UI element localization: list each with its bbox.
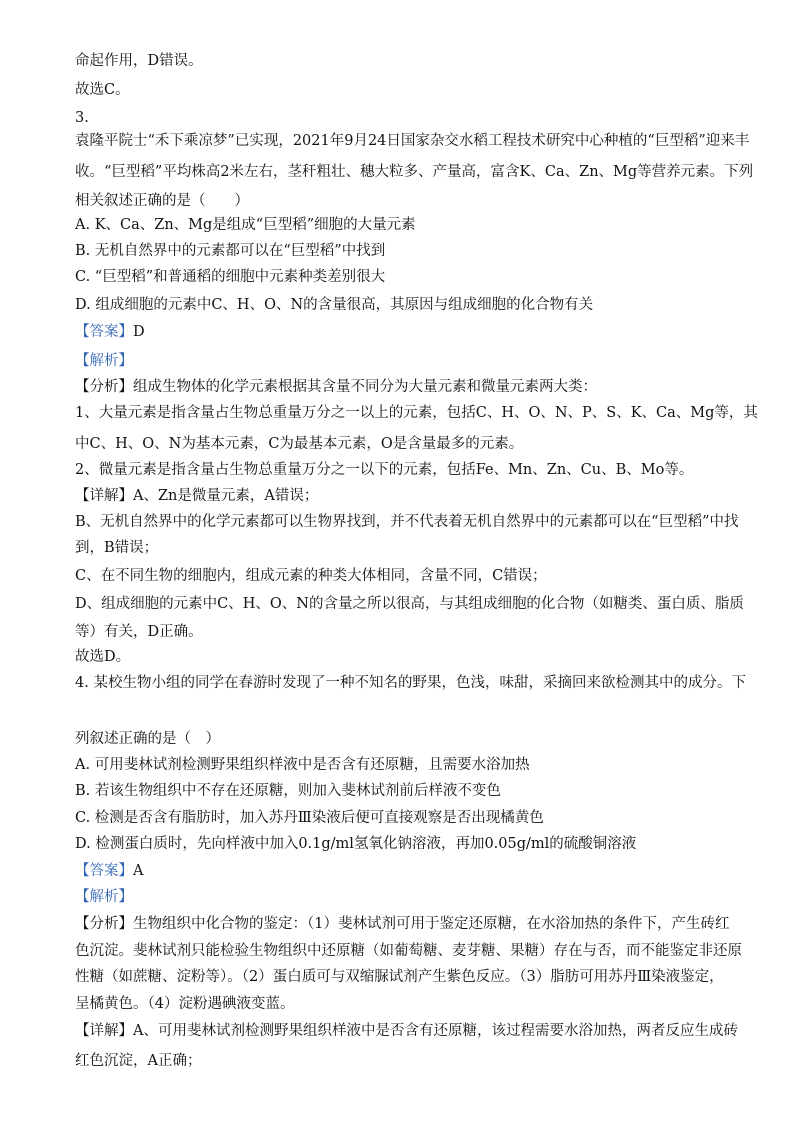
line-text: D [133,324,145,340]
question-stem [75,729,220,749]
line-text: A. 可用斐林试剂检测野果组织样液中是否含有还原糖，且需要水浴加热 [75,757,530,773]
analysis-text [75,377,597,397]
line-text: 等）有关，D正确。 [75,624,203,640]
line-text: 相关叙述正确的是（ ） [75,193,249,209]
line-text: 【详解】A、Zn是微量元素，A错误； [75,488,319,504]
answer-text [75,51,203,71]
analysis-text [75,967,724,987]
section-tag: 【答案】 [75,324,133,340]
section-tag: 【解析】 [75,353,133,369]
detail-text [75,622,203,642]
line-text: 【分析】生物组织中化合物的鉴定：（1）斐林试剂可用于鉴定还原糖，在水浴加热的条件下，产生砖红 [75,916,730,932]
line-text: C. “巨型稻”和普通稻的细胞中元素种类差别很大 [75,269,386,285]
answer-line [75,322,145,342]
line-text: 4. 某校生物小组的同学在春游时发现了一种不知名的野果，色浅，味甜，采摘回来欲检测其中的成分。下 [75,675,746,691]
analysis-text [75,403,758,423]
question-stem [75,162,753,182]
line-text: 袁隆平院士“禾下乘凉梦”已实现，2021年9月24日国家杂交水稻工程技术研究中心种植的“巨型稻”迎来丰 [75,133,750,149]
question-stem [75,673,746,693]
answer-line [75,861,143,881]
detail-text [75,566,547,586]
analysis-heading [75,351,133,371]
line-text: 故选C。 [75,82,130,98]
line-text: 列叙述正确的是（ ） [75,731,220,747]
line-text: 色沉淀。斐林试剂只能检验生物组织中还原糖（如葡萄糖、麦芽糖、果糖）存在与否，而不能鉴定非还原 [75,943,742,959]
line-text: 【详解】A、可用斐林试剂检测野果组织样液中是否含有还原糖，该过程需要水浴加热，两者反应生成砖 [75,1023,738,1039]
analysis-text [75,434,523,454]
line-text: 1、大量元素是指含量占生物总重量万分之一以上的元素，包括C、H、O、N、P、S、K、Ca、Mg等，其 [75,405,758,421]
question-number [75,108,89,128]
section-tag: 【解析】 [75,889,133,905]
line-text: 红色沉淀，A正确； [75,1053,202,1069]
option-b [75,781,501,801]
line-text: 收。“巨型稻”平均株高2米左右，茎秆粗壮、穗大粒多、产量高，富含K、Ca、Zn、Mg等营养元素。下列 [75,164,754,180]
line-text: B. 无机自然界中的元素都可以在“巨型稻”中找到 [75,243,386,259]
line-text: 故选D。 [75,649,131,665]
detail-text [75,1021,738,1041]
line-text: C. 检测是否含有脂肪时，加入苏丹Ⅲ染液后便可直接观察是否出现橘黄色 [75,810,544,826]
line-text: 【分析】组成生物体的化学元素根据其含量不同分为大量元素和微量元素两大类： [75,379,597,395]
line-text: B、无机自然界中的化学元素都可以生物界找到，并不代表着无机自然界中的元素都可以在“巨型稻”中找 [75,514,739,530]
line-text: D、组成细胞的元素中C、H、O、N的含量之所以很高，与其组成细胞的化合物（如糖类、蛋白质、脂质 [75,596,744,612]
line-text: 中C、H、O、N为基本元素，C为最基本元素，O是含量最多的元素。 [75,436,524,452]
option-c [75,808,544,828]
line-text: 呈橘黄色。（4）淀粉遇碘液变蓝。 [75,996,295,1012]
line-text: D. 检测蛋白质时，先向样液中加入0.1g/ml氢氧化钠溶液，再加0.05g/ml的硫酸铜溶液 [75,836,637,852]
line-text: 2、微量元素是指含量占生物总重量万分之一以下的元素，包括Fe、Mn、Zn、Cu、B、Mo等。 [75,462,694,478]
line-text: A. K、Ca、Zn、Mg是组成“巨型稻”细胞的大量元素 [75,217,416,233]
option-a [75,215,416,235]
option-d [75,834,636,854]
option-c [75,267,385,287]
question-stem [75,131,749,151]
detail-text [75,538,158,558]
detail-text [75,486,318,506]
line-text: A [133,863,144,879]
line-text: 到，B错误； [75,540,159,556]
line-text: B. 若该生物组织中不存在还原糖，则加入斐林试剂前后样液不变色 [75,783,501,799]
line-text: 3. [75,110,89,126]
line-text: D. 组成细胞的元素中C、H、O、N的含量很高，其原因与组成细胞的化合物有关 [75,297,594,313]
line-text: 命起作用，D错误。 [75,53,203,69]
section-tag: 【答案】 [75,863,133,879]
answer-text [75,80,130,100]
analysis-text [75,941,742,961]
detail-text [75,594,744,614]
detail-text [75,512,738,532]
analysis-text [75,994,294,1014]
answer-text [75,647,130,667]
analysis-heading [75,887,133,907]
question-stem [75,191,249,211]
analysis-text [75,460,693,480]
option-a [75,755,530,775]
line-text: 性糖（如蔗糖、淀粉等）。（2）蛋白质可与双缩脲试剂产生紫色反应。（3）脂肪可用苏丹Ⅲ染液鉴定， [75,969,724,985]
option-b [75,241,385,261]
detail-text [75,1051,201,1071]
analysis-text [75,914,729,934]
option-d [75,295,593,315]
line-text: C、在不同生物的细胞内，组成元素的种类大体相同，含量不同，C错误； [75,568,547,584]
